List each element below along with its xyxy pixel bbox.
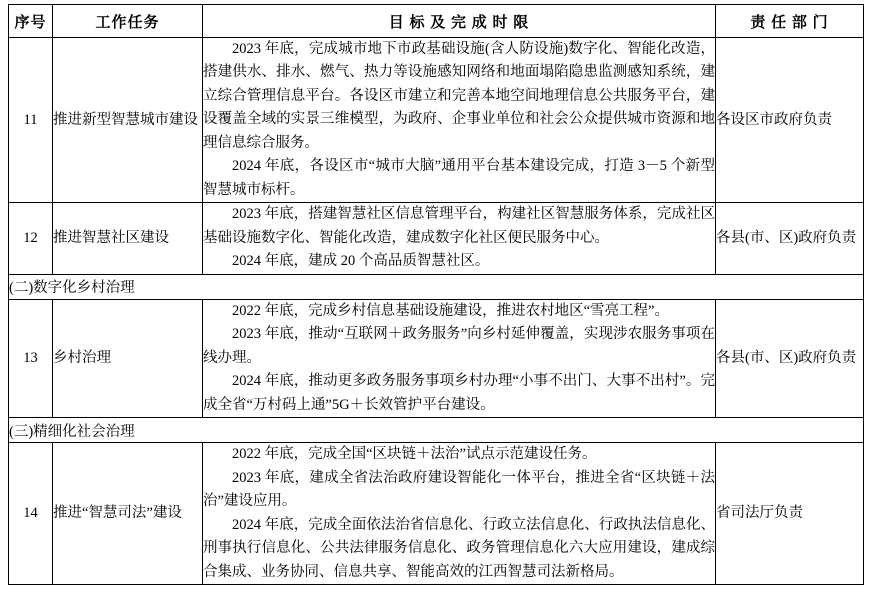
goal-paragraph: 2022 年底，完成乡村信息基础设施建设，推进农村地区“雪亮工程”。 — [232, 302, 669, 319]
row-task: 推进智慧社区建设 — [53, 203, 203, 274]
goal-paragraph: 2022 年底，完成全国“区块链＋法治”试点示范建设任务。 — [232, 446, 597, 463]
row-goal — [203, 299, 716, 417]
row-task: 推进“智慧司法”建设 — [53, 443, 203, 585]
column-header-department: 责 任 部 门 — [716, 5, 864, 38]
row-department: 各县(市、区)政府负责 — [716, 203, 864, 274]
table-row — [9, 203, 864, 274]
table-row — [9, 443, 864, 585]
goal-paragraph: 2024 年底，完成全面依法治省信息化、行政立法信息化、行政执法信息化、刑事执行信息化、公共法律服务信息化、政务管理信息化六大应用建设，建成综合集成、业务协同、信息共享、智能高效的江西智慧司法新格局。 — [203, 516, 715, 580]
goal-paragraph: 2024 年底，各设区市“城市大脑”通用平台基本建设完成，打造 3－5 个新型智慧城市标杆。 — [203, 158, 715, 198]
goal-paragraph: 2023 年底，建成全省法治政府建设智能化一体平台，推进全省“区块链＋法治”建设应用。 — [203, 469, 715, 510]
goal-paragraph: 2024 年底，建成 20 个高品质智慧社区。 — [232, 253, 490, 270]
table-header-row — [9, 5, 864, 38]
row-number: 11 — [9, 38, 53, 203]
row-number: 14 — [9, 443, 53, 585]
row-goal — [203, 203, 716, 274]
column-header-goal: 目 标 及 完 成 时 限 — [203, 5, 716, 38]
column-header-number: 序号 — [9, 5, 53, 38]
table-header — [9, 5, 864, 38]
section-row — [9, 418, 864, 443]
column-header-task: 工作任务 — [53, 5, 203, 38]
row-goal — [203, 38, 716, 203]
table-row — [9, 299, 864, 417]
section-row — [9, 274, 864, 299]
section-title: (三)精细化社会治理 — [9, 418, 864, 443]
goal-paragraph: 2024 年底，推动更多政务服务事项乡村办理“小事不出门、大事不出村”。完成全省“万村码上通”5G＋长效管护平台建设。 — [203, 373, 715, 413]
goal-paragraph: 2023 年底，搭建智慧社区信息管理平台，构建社区智慧服务体系，完成社区基础设施数字化、智能化改造，建成数字化社区便民服务中心。 — [203, 206, 715, 246]
row-department: 各县(市、区)政府负责 — [716, 299, 864, 417]
row-task: 乡村治理 — [53, 299, 203, 417]
row-department: 各设区市政府负责 — [716, 38, 864, 203]
goal-paragraph: 2023 年底，完成城市地下市政基础设施(含人防设施)数字化、智能化改造，搭建供水、排水、燃气、热力等设施感知网络和地面塌陷隐患监测感知系统，建立综合管理信息平台。各设区市建立和完善本地空间地理信息公共服务平台，建设覆盖全域的实景三维模型，为政府、企事业单位和社会公众提供城市资源和地理信息综合服务。 — [203, 41, 715, 151]
policy-task-table — [8, 4, 864, 585]
row-goal — [203, 443, 716, 585]
table-body — [9, 38, 864, 585]
goal-paragraph: 2023 年底，推动“互联网＋政务服务”向乡村延伸覆盖，实现涉农服务事项在线办理。 — [203, 326, 715, 366]
table-row — [9, 38, 864, 203]
row-number: 12 — [9, 203, 53, 274]
section-title: (二)数字化乡村治理 — [9, 274, 864, 299]
row-number: 13 — [9, 299, 53, 417]
row-department: 省司法厅负责 — [716, 443, 864, 585]
row-task: 推进新型智慧城市建设 — [53, 38, 203, 203]
